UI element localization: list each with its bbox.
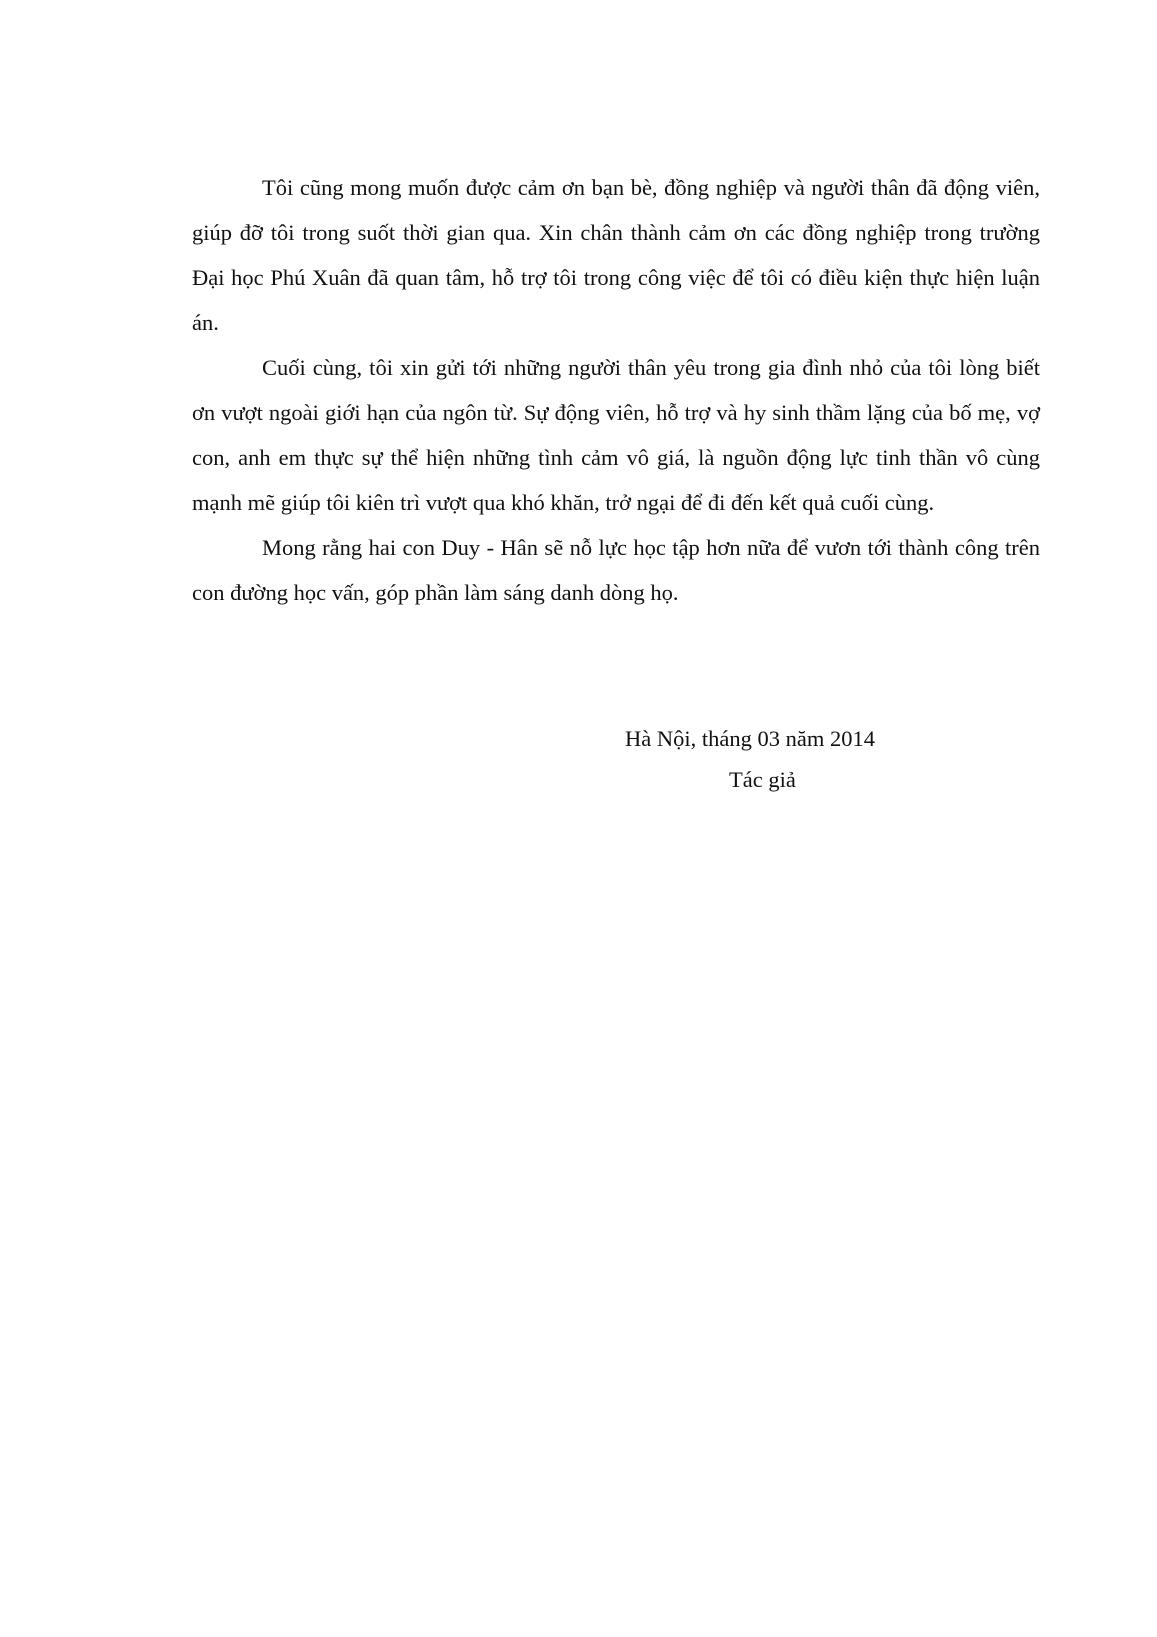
document-body	[192, 165, 1040, 615]
paragraph-wish-children: Mong rằng hai con Duy - Hân sẽ nỗ lực học tập hơn nữa để vươn tới thành công trên con đường học vấn, góp phần làm sáng danh dòng họ.	[192, 535, 1040, 605]
paragraph-gratitude-colleagues: Tôi cũng mong muốn được cảm ơn bạn bè, đồng nghiệp và người thân đã động viên, giúp đỡ tôi trong suốt thời gian qua. Xin chân thành cảm ơn các đồng nghiệp trong trường Đại học Phú Xuân đã quan tâm, hỗ trợ tôi trong công việc để tôi có điều kiện thực hiện luận án.	[192, 175, 1040, 335]
signature-author: Tác giả	[729, 767, 796, 792]
signature-place-date: Hà Nội, tháng 03 năm 2014	[625, 726, 875, 751]
paragraph-gratitude-family: Cuối cùng, tôi xin gửi tới những người thân yêu trong gia đình nhỏ của tôi lòng biết ơn vượt ngoài giới hạn của ngôn từ. Sự động viên, hỗ trợ và hy sinh thầm lặng của bố mẹ, vợ con, anh em thực sự thể hiện những tình cảm vô giá, là nguồn động lực tinh thần vô cùng mạnh mẽ giúp tôi kiên trì vượt qua khó khăn, trở ngại để đi đến kết quả cuối cùng.	[192, 355, 1040, 515]
